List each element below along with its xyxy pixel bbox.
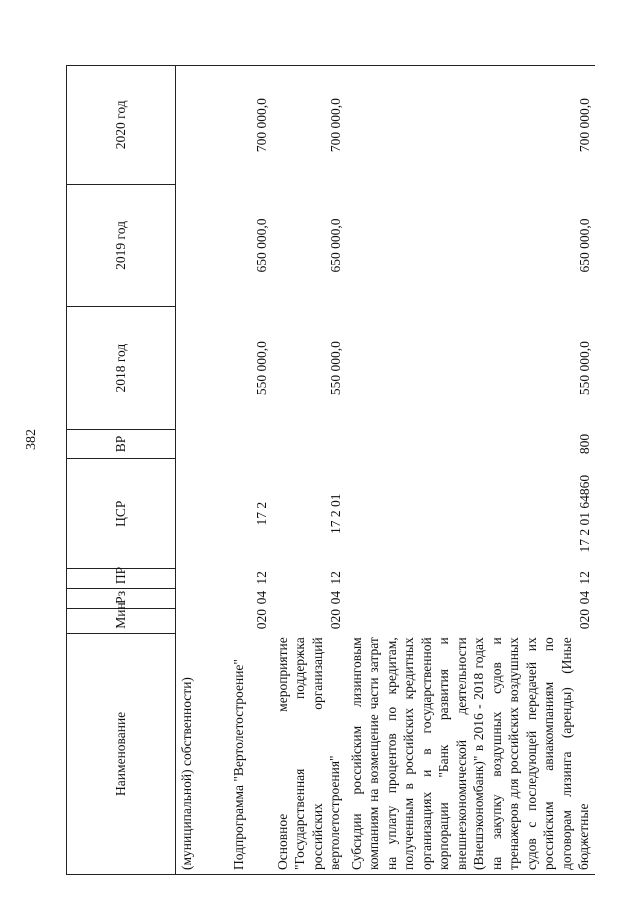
row-2018: 550 000,0 xyxy=(253,341,269,396)
row-2018: 550 000,0 xyxy=(576,341,592,396)
row-csr: 17 2 xyxy=(253,501,269,526)
row-2019 xyxy=(176,184,228,307)
row-pr: 12 xyxy=(253,571,269,585)
row-csr: 17 2 01 xyxy=(327,493,343,534)
row-rz xyxy=(176,589,228,609)
row-min: 020 xyxy=(253,609,269,630)
header-2020: 2020 год xyxy=(67,66,176,185)
row-2018 xyxy=(176,307,228,430)
page-number: 382 xyxy=(24,429,39,450)
header-vr: ВР xyxy=(67,429,176,458)
row-min xyxy=(176,608,228,633)
row-2019: 650 000,0 xyxy=(576,218,592,273)
row-pr: 12 xyxy=(327,571,343,585)
row-name: Основное мероприятие "Государственная поддержка российских организаций вертолетостроения" xyxy=(272,633,346,874)
header-min: Мин xyxy=(67,608,176,633)
row-name: Субсидии российским лизинговым компаниям на возмещение части затрат на уплату процентов по кредитам, полученным в российских кредитных организациях и в государственной корпорации "Банк развития и внешнеэкономической деятельности (Внешэкономбанк)" в 2016 - 2018 годах на закупку воздушных судов и тренажеров для российских воздушных судов с последующей передачей их российским авиакомпаниям по договорам лизинга (аренды) (Иные бюджетные xyxy=(346,633,595,874)
row-vr xyxy=(228,429,272,458)
row-csr: 17 2 01 64860 xyxy=(576,474,592,553)
header-row xyxy=(67,66,176,875)
row-min: 020 xyxy=(327,609,343,630)
row-csr xyxy=(176,459,228,569)
row-2019: 650 000,0 xyxy=(253,218,269,273)
row-rz: 04 xyxy=(253,590,269,605)
header-2018: 2018 год xyxy=(67,307,176,430)
header-name: Наименование xyxy=(67,633,176,874)
header-csr: ЦСР xyxy=(67,459,176,569)
row-vr xyxy=(176,429,228,458)
row-pr: 12 xyxy=(576,571,592,585)
row-name: Подпрограмма "Вертолетостроение" xyxy=(228,633,272,874)
row-pr xyxy=(176,569,228,589)
row-2020: 700 000,0 xyxy=(346,66,595,185)
rotated-page xyxy=(66,65,606,875)
row-rz: 04 xyxy=(576,590,592,605)
table-row xyxy=(228,66,272,875)
row-2019: 650 000,0 xyxy=(327,218,343,273)
row-min: 020 xyxy=(576,609,592,630)
row-name: (муниципальной) собственности) xyxy=(176,633,228,874)
row-vr xyxy=(272,429,346,458)
table-row xyxy=(272,66,346,875)
row-2018: 550 000,0 xyxy=(327,341,343,396)
header-rz: Рз xyxy=(67,589,176,609)
header-pr: ПР xyxy=(67,569,176,589)
header-2019: 2019 год xyxy=(67,184,176,307)
row-2020: 700 000,0 xyxy=(228,66,272,185)
table-row xyxy=(176,66,228,875)
row-2020 xyxy=(176,66,228,185)
row-2020: 700 000,0 xyxy=(272,66,346,185)
row-rz: 04 xyxy=(327,590,343,605)
table-row xyxy=(346,66,595,875)
budget-table xyxy=(66,65,595,875)
row-vr: 800 xyxy=(576,433,592,455)
